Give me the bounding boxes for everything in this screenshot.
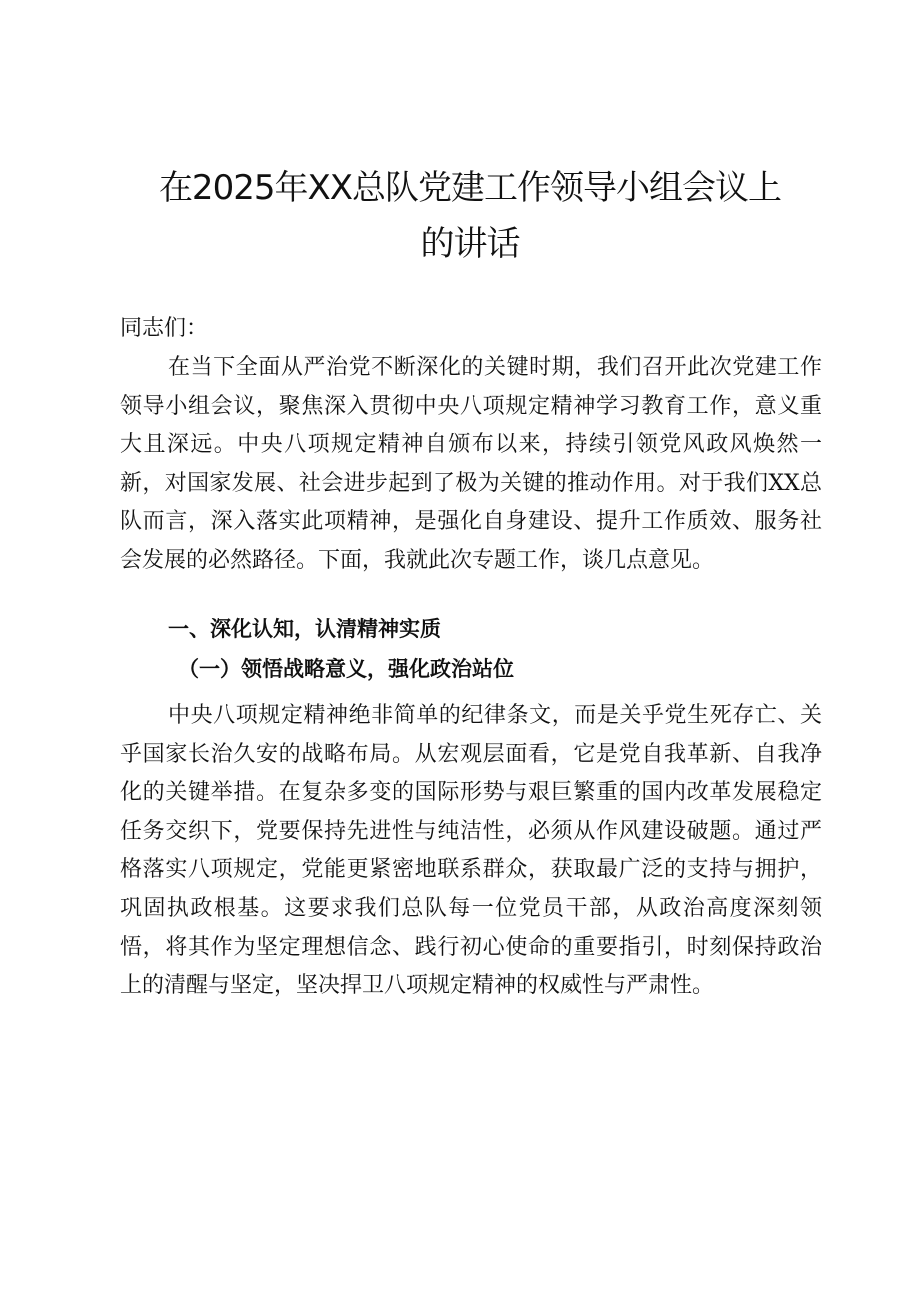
salutation: 同志们： [120,316,209,341]
title-line-2: 的讲话 [420,224,520,264]
title-line-1: 在2025年XX总队党建工作领导小组会议上 [158,168,782,208]
document-title [120,160,820,272]
intro-paragraph: 在当下全面从严治党不断深化的关键时期，我们召开此次党建工作领导小组会议，聚焦深入贯彻中央八项规定精神学习教育工作，意义重大且深远。中央八项规定精神自颁布以来，持续引领党风政风焕然一新，对国家发展、社会进步起到了极为关键的推动作用。对于我们XX总队而言，深入落实此项精神，是强化自身建设、提升工作质效、服务社会发展的必然路径。下面，我就此次专题工作，谈几点意见。 [120,355,822,573]
section-heading-1: 一、深化认知，认清精神实质 [168,617,441,641]
subsection-heading-1: （一）领悟战略意义，强化政治站位 [178,657,514,681]
body-paragraph-2: 中央八项规定精神绝非简单的纪律条文，而是关乎党生死存亡、关乎国家长治久安的战略布局。从宏观层面看，它是党自我革新、自我净化的关键举措。在复杂多变的国际形势与艰巨繁重的国内改革发展稳定任务交织下，党要保持先进性与纯洁性，必须从作风建设破题。通过严格落实八项规定，党能更紧密地联系群众，获取最广泛的支持与拥护，巩固执政根基。这要求我们总队每一位党员干部，从政治高度深刻领悟，将其作为坚定理想信念、践行初心使命的重要指引，时刻保持政治上的清醒与坚定，坚决捍卫八项规定精神的权威性与严肃性。 [120,703,822,999]
